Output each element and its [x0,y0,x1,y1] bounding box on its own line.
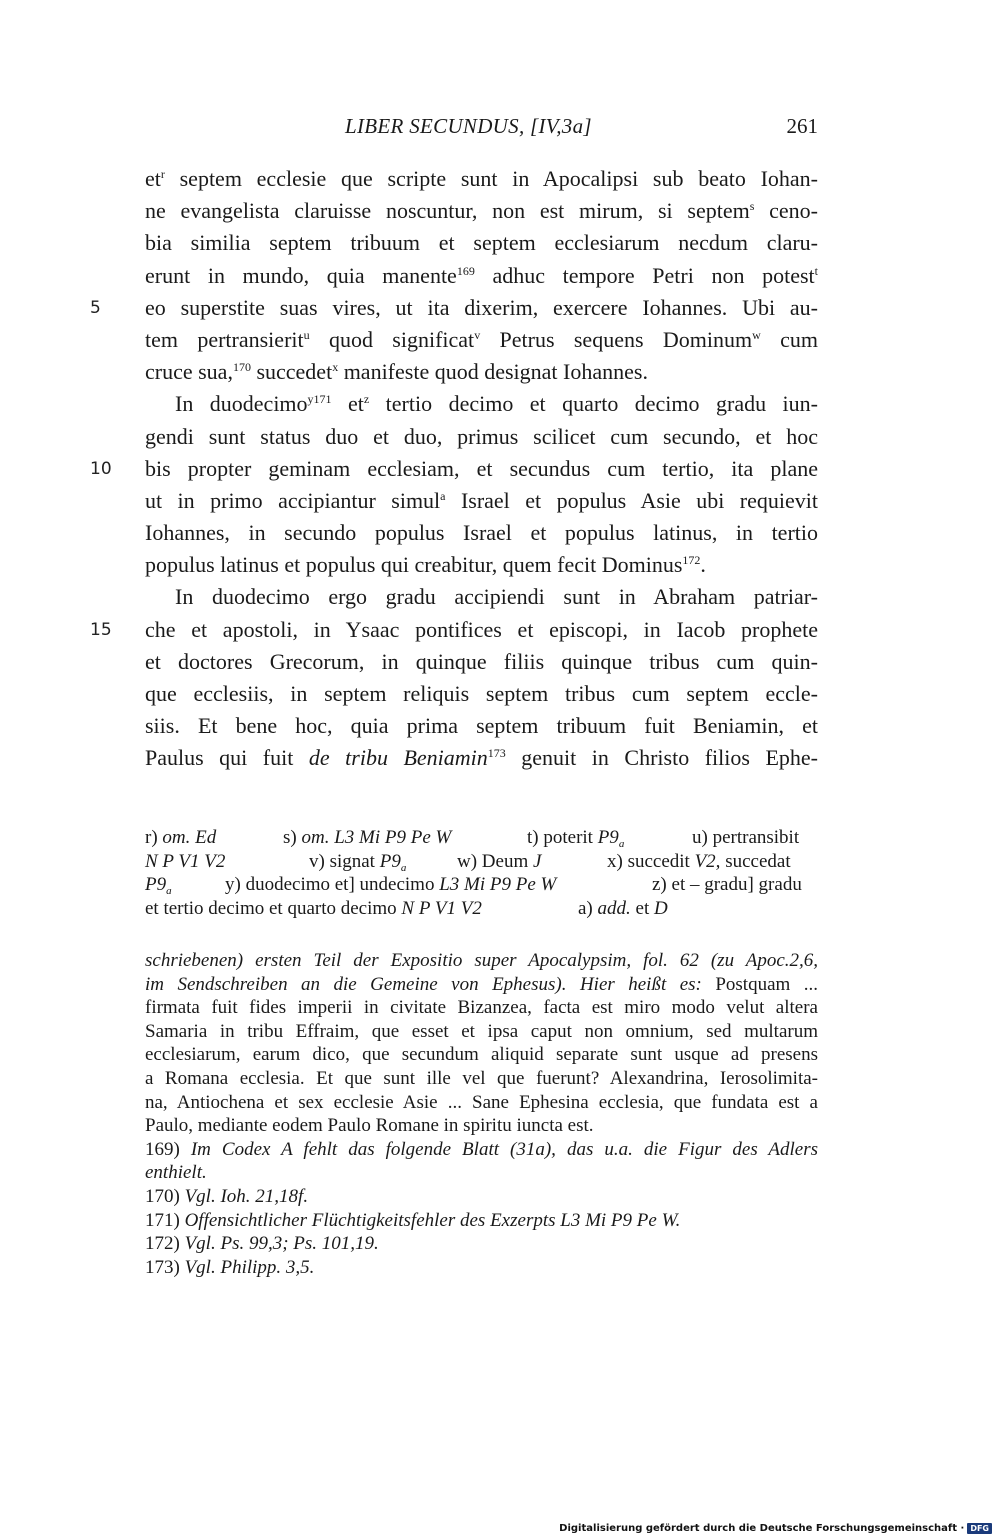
apparatus-entry: s) om. L3 Mi P9 Pe W [283,827,452,848]
footnote-173: 173) Vgl. Philipp. 3,5. [145,1256,315,1278]
apparatus-entry: et tertio decimo et quarto decimo N P V1 V2 [145,897,482,919]
apparatus-entry: N P V1 V2 [145,850,226,872]
apparatus-entry: x) succedit V2, succedat [607,850,791,872]
text-line: gendi sunt status duo et duo, primus scilicet cum secundo, et hoc [145,423,818,449]
footnote-line: a Romana ecclesia. Et que sunt ille vel que fuerunt? Alexandrina, Ierosolimita- [145,1067,818,1089]
apparatus-entry: t) poterit $P9_a$ [527,827,625,850]
footnote-line: schriebenen) ersten Teil der Expositio super Apocalypsim, fol. 62 (zu Apoc.2,6, [145,950,818,971]
footnote-169: 169) Im Codex A fehlt das folgende Blatt (31a), das u.a. die Figur des Adlers [145,1138,819,1160]
critical-apparatus [145,826,818,920]
text-line: tem pertransierit$^u$ quod significat$^v$ Petrus sequens Dominum$^w$ cum [145,326,818,352]
footnotes [145,949,818,1279]
line-number: 15 [90,619,112,640]
text-line: In duodecimo ergo gradu accipiendi sunt in Abraham patriar- [175,584,818,610]
footnote-line: ecclesiarum, earum dico, que secundum aliquid separate sunt usque ad presens [145,1044,818,1066]
footnote-171: 171) Offensichtlicher Flüchtigkeitsfehler des Exzerpts L3 Mi P9 Pe W. [145,1209,681,1231]
text-line: erunt in mundo, quia manente$^{169}$ adhuc tempore Petri non potest$^t$ [145,262,818,288]
line-number: 5 [90,297,101,318]
text-line: 5 eo superstite suas vires, ut ita dixerim, exercere Iohannes. Ubi au- [145,292,818,324]
text-line: que ecclesiis, in septem reliquis septem tribus cum septem eccle- [145,681,818,706]
text-line: $et^r$ septem ecclesie que scripte sunt in Apocalipsi sub beato Iohan- [145,166,818,191]
footnote-line: na, Antiochena et sex ecclesie Asie ... Sane Ephesina ecclesia, que fundata est a [145,1091,818,1113]
footnote-line: firmata fuit fides imperii in civitate Bizanzea, facta est miro modo velut altera [145,997,818,1019]
text-line: 15 che et apostoli, in Ysaac pontifices et episcopi, in Iacob prophete [145,614,818,646]
footnote-line: Samaria in tribu Effraim, que esset et ipsa caput non omnium, sed multarum [145,1020,818,1042]
apparatus-line [145,850,818,874]
text-line: cruce sua,$^{170}$ succedet$^x$ manifeste quod designat Iohannes. [145,359,648,385]
apparatus-entry: r) om. Ed [145,827,217,848]
text-line: et doctores Grecorum, in quinque filiis quinque tribus cum quin- [145,648,818,674]
dfg-logo-icon: DFG [967,1523,992,1534]
apparatus-entry: y) duodecimo et] undecimo L3 Mi P9 Pe W [225,874,557,895]
page-number: 261 [786,114,818,138]
text-line: In duodecimo$^{y171}$ $et^z$ tertio decimo et quarto decimo gradu iun- [175,391,818,417]
apparatus-line [145,873,818,897]
running-title: LIBER SECUNDUS, [IV,3a] [345,114,592,138]
footnote-line: enthielt. [145,1162,207,1184]
footnote-line: Paulo, mediante eodem Paulo Romane in spiritu iuncta est. [145,1115,594,1137]
text-line: 10 bis propter geminam ecclesiam, et secundus cum tertio, ita plane [145,453,818,485]
text-line: siis. Et bene hoc, quia prima septem tribuum fuit Beniamin, et [145,713,818,739]
footnote-172: 172) Vgl. Ps. 99,3; Ps. 101,19. [145,1233,379,1255]
text-line: ut in primo accipiantur simul$^a$ Israel et populus Asie ubi requievit [145,487,818,513]
credit-text: Digitalisierung gefördert durch die Deutsche Forschungsgemeinschaft · [559,1523,965,1534]
text-line: Paulus qui fuit de tribu Beniamin$^{173}$ genuit in Christo filios Ephe- [145,745,818,771]
text-line: bia similia septem tribuum et septem ecclesiarum necdum claru- [145,230,818,256]
apparatus-entry: a) add. et D [578,897,668,919]
footnote-170: 170) Vgl. Ioh. 21,18f. [145,1185,309,1207]
footnote-line: im Sendschreiben an die Gemeine von Ephesus). Hier heißt es: Postquam ... [145,973,818,995]
text-line: populus latinus et populus qui creabitur, quem fecit Dominus$^{172}$. [145,552,706,578]
apparatus-entry: w) Deum J [457,850,542,872]
apparatus-line [145,826,818,850]
text-line: ne evangelista claruisse noscuntur, non est mirum, si septem$^s$ ceno- [145,198,819,224]
main-text [90,163,819,775]
apparatus-entry: u) pertransibit [692,827,800,848]
apparatus-entry: $P9_a$ [145,874,172,897]
apparatus-entry: z) et – gradu] gradu [652,874,802,895]
digitization-credit [559,1523,992,1534]
page-header [145,114,818,144]
apparatus-line [145,897,818,921]
text-line: Iohannes, in secundo populus Israel et populus latinus, in tertio [145,520,818,546]
line-number: 10 [90,458,112,479]
apparatus-entry: v) signat $P9_a$ [309,850,407,874]
